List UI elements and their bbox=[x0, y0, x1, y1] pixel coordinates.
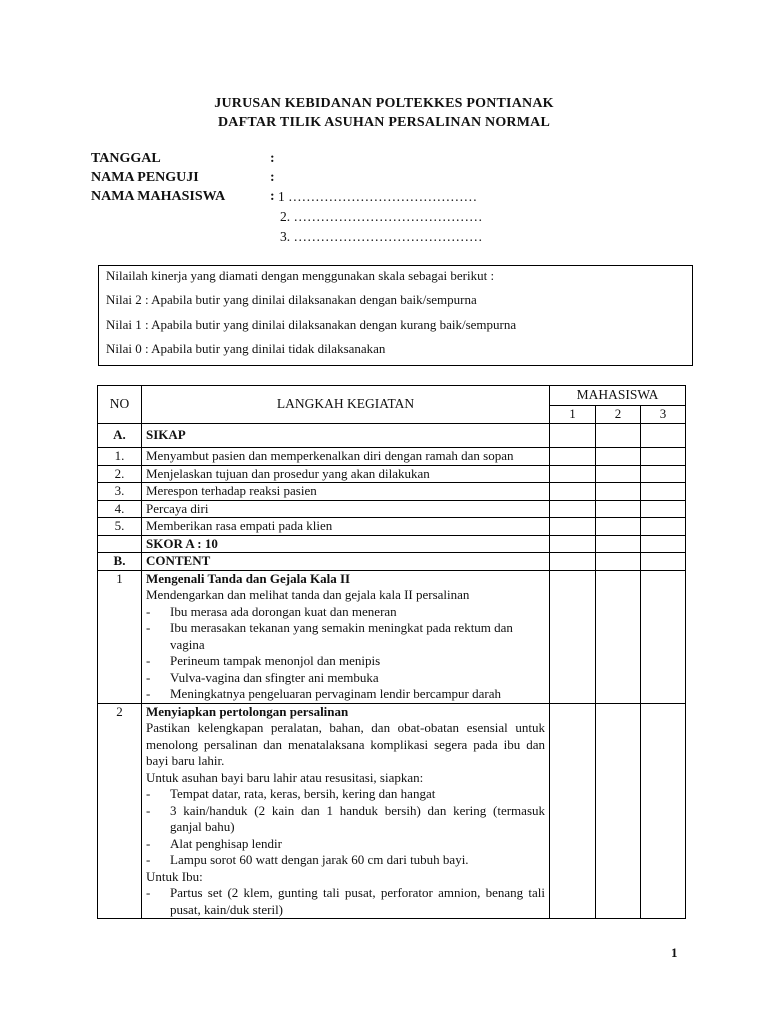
header-student-1: 1 bbox=[550, 406, 596, 424]
header-student-2: 2 bbox=[596, 406, 641, 424]
content-1-title: Mengenali Tanda dan Gejala Kala II bbox=[146, 570, 351, 586]
content-2-title: Menyiapkan pertolongan persalinan bbox=[146, 703, 349, 719]
score-cell[interactable] bbox=[641, 553, 686, 571]
scoring-scale-box bbox=[98, 265, 693, 366]
content-1-no: 1 bbox=[98, 570, 142, 703]
content-2-body bbox=[142, 703, 550, 919]
score-cell[interactable] bbox=[641, 703, 686, 919]
list-item: - Ibu merasakan tekanan yang semakin meningkat pada rektum dan vagina bbox=[146, 620, 513, 652]
scale-intro: Nilailah kinerja yang diamati dengan menggunakan skala sebagai berikut : bbox=[106, 268, 495, 283]
content-2-row bbox=[98, 703, 686, 919]
list-item: - Vulva-vagina dan sfingter ani membuka bbox=[146, 669, 379, 685]
score-cell[interactable] bbox=[596, 448, 641, 466]
skor-a-row bbox=[98, 535, 686, 553]
score-cell[interactable] bbox=[596, 703, 641, 919]
list-item: - Lampu sorot 60 watt dengan jarak 60 cm dari tubuh bayi. bbox=[146, 852, 469, 867]
skor-a-label: SKOR A : 10 bbox=[142, 535, 550, 553]
page-number: 1 bbox=[671, 945, 678, 960]
list-item: - Meningkatnya pengeluaran pervaginam lendir bercampur darah bbox=[146, 686, 501, 701]
score-cell[interactable] bbox=[596, 518, 641, 536]
header-mahasiswa: MAHASISWA bbox=[550, 386, 686, 406]
section-b-title: CONTENT bbox=[142, 553, 550, 571]
list-item: - Ibu merasa ada dorongan kuat dan meneran bbox=[146, 603, 397, 619]
row-no: 1. bbox=[98, 448, 142, 466]
score-cell[interactable] bbox=[550, 518, 596, 536]
score-cell[interactable] bbox=[550, 500, 596, 518]
row-no: 3. bbox=[98, 483, 142, 501]
tanggal-label: TANGGAL bbox=[91, 151, 161, 166]
score-cell[interactable] bbox=[596, 465, 641, 483]
header-student-3: 3 bbox=[641, 406, 686, 424]
scale-nilai-0: Nilai 0 : Apabila butir yang dinilai tidak dilaksanakan bbox=[106, 341, 386, 356]
score-cell[interactable] bbox=[641, 424, 686, 448]
student-2-field[interactable]: 2. …………………………………… bbox=[280, 209, 483, 224]
mahasiswa-label: NAMA MAHASISWA bbox=[91, 189, 226, 204]
table-row bbox=[98, 465, 686, 483]
score-cell[interactable] bbox=[550, 703, 596, 919]
score-cell[interactable] bbox=[596, 500, 641, 518]
score-cell[interactable] bbox=[550, 448, 596, 466]
score-cell[interactable] bbox=[641, 535, 686, 553]
section-a-row bbox=[98, 424, 686, 448]
section-a-no: A. bbox=[98, 424, 142, 448]
score-cell[interactable] bbox=[550, 465, 596, 483]
score-cell[interactable] bbox=[596, 483, 641, 501]
content-2-no: 2 bbox=[98, 703, 142, 919]
score-cell[interactable] bbox=[550, 424, 596, 448]
score-cell[interactable] bbox=[550, 570, 596, 703]
header-langkah-kegiatan: LANGKAH KEGIATAN bbox=[142, 386, 550, 424]
header-no: NO bbox=[98, 386, 142, 424]
score-cell[interactable] bbox=[596, 424, 641, 448]
score-cell[interactable] bbox=[550, 535, 596, 553]
penguji-label: NAMA PENGUJI bbox=[91, 170, 199, 185]
document-subtitle: DAFTAR TILIK ASUHAN PERSALINAN NORMAL bbox=[217, 115, 551, 130]
score-cell[interactable] bbox=[641, 518, 686, 536]
document-title: JURUSAN KEBIDANAN POLTEKKES PONTIANAK bbox=[214, 96, 554, 111]
score-cell[interactable] bbox=[596, 570, 641, 703]
score-cell[interactable] bbox=[641, 483, 686, 501]
scale-nilai-1: Nilai 1 : Apabila butir yang dinilai dilaksanakan dengan kurang baik/sempurna bbox=[106, 317, 517, 332]
mahasiswa-colon: : bbox=[270, 189, 275, 204]
section-a-title: SIKAP bbox=[142, 424, 550, 448]
score-cell[interactable] bbox=[641, 570, 686, 703]
content-2-intro: Pastikan kelengkapan peralatan, bahan, dan obat-obatan esensial untuk menolong persalinan dan menatalaksana komplikasi segera pada ibu dan bayi baru lahir. bbox=[146, 720, 545, 768]
content-1-row bbox=[98, 570, 686, 703]
row-no: 2. bbox=[98, 465, 142, 483]
row-text: Menjelaskan tujuan dan prosedur yang akan dilakukan bbox=[142, 465, 550, 483]
score-cell[interactable] bbox=[641, 465, 686, 483]
table-row bbox=[98, 518, 686, 536]
list-item: - Alat penghisap lendir bbox=[146, 835, 282, 851]
penguji-colon: : bbox=[270, 170, 275, 185]
score-cell[interactable] bbox=[596, 553, 641, 571]
content-2-ibu-label: Untuk Ibu: bbox=[146, 868, 203, 884]
list-item: - 3 kain/handuk (2 kain dan 1 handuk bersih) dan kering (termasuk ganjal bahu) bbox=[146, 802, 545, 834]
row-no: 5. bbox=[98, 518, 142, 536]
content-1-intro: Mendengarkan dan melihat tanda dan gejala kala II persalinan bbox=[146, 587, 470, 602]
row-text: Memberikan rasa empati pada klien bbox=[142, 518, 550, 536]
list-item: - Perineum tampak menonjol dan menipis bbox=[146, 653, 381, 668]
list-item: - Partus set (2 klem, gunting tali pusat, perforator amnion, benang tali pusat, kain/duk steril) bbox=[146, 885, 545, 917]
row-text: Percaya diri bbox=[142, 500, 550, 518]
section-b-row bbox=[98, 553, 686, 571]
content-2-bayi-label: Untuk asuhan bayi baru lahir atau resusitasi, siapkan: bbox=[146, 769, 424, 785]
score-cell[interactable] bbox=[641, 500, 686, 518]
score-cell[interactable] bbox=[550, 553, 596, 571]
score-cell[interactable] bbox=[550, 483, 596, 501]
section-b-no: B. bbox=[98, 553, 142, 571]
table-row bbox=[98, 448, 686, 466]
score-cell[interactable] bbox=[641, 448, 686, 466]
empty-cell bbox=[98, 535, 142, 553]
table-row bbox=[98, 500, 686, 518]
content-1-body bbox=[142, 570, 550, 703]
checklist-table bbox=[97, 385, 686, 919]
row-no: 4. bbox=[98, 500, 142, 518]
table-row bbox=[98, 483, 686, 501]
row-text: Merespon terhadap reaksi pasien bbox=[142, 483, 550, 501]
tanggal-colon: : bbox=[270, 151, 275, 166]
list-item: - Tempat datar, rata, keras, bersih, kering dan hangat bbox=[146, 786, 436, 801]
student-3-field[interactable]: 3. …………………………………… bbox=[280, 229, 483, 244]
scale-nilai-2: Nilai 2 : Apabila butir yang dinilai dilaksanakan dengan baik/sempurna bbox=[106, 292, 477, 307]
student-1-field[interactable]: 1 …………………………………… bbox=[278, 189, 478, 204]
score-cell[interactable] bbox=[596, 535, 641, 553]
row-text: Menyambut pasien dan memperkenalkan diri dengan ramah dan sopan bbox=[142, 448, 550, 466]
